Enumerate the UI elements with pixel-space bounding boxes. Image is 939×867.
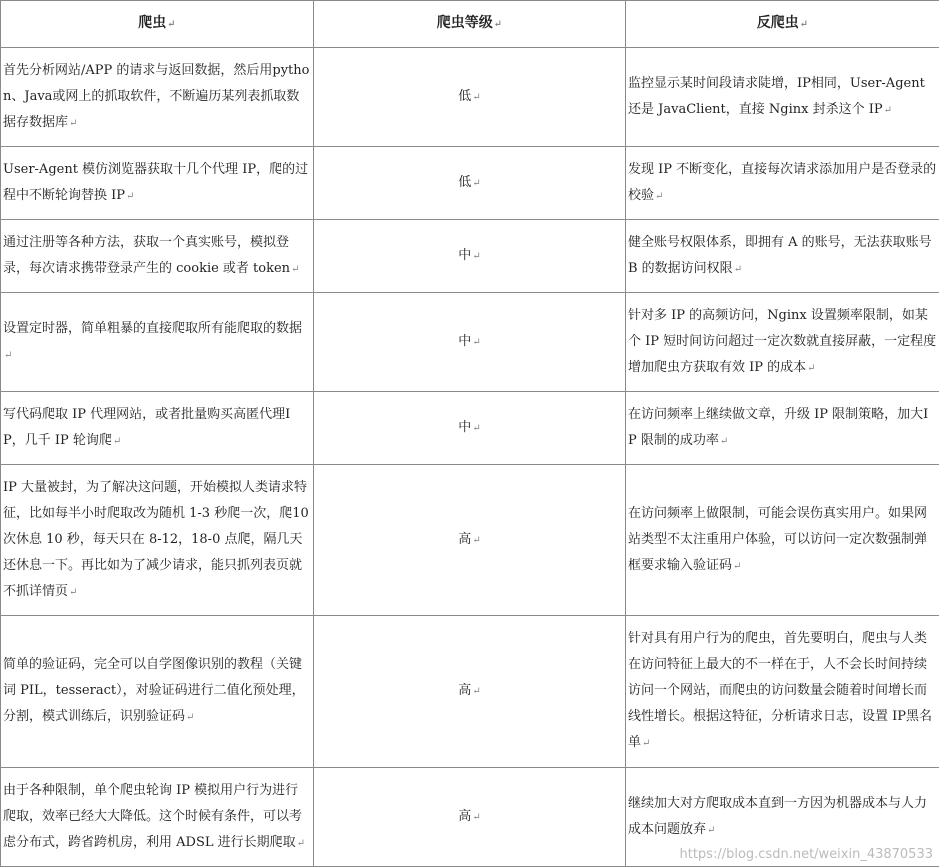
- header-anti-crawler: 反爬虫↵: [626, 1, 939, 48]
- anti-cell: 针对具有用户行为的爬虫，首先要明白，爬虫与人类在访问特征上最大的不一样在于，人不会长时间持续访问一个网站，而爬虫的访问数量会随着时间增长而线性增长。根据这特征，分析请求日志，设置 IP黑名单↵: [626, 616, 939, 768]
- table-row: [1, 616, 939, 768]
- level-cell: 中↵: [314, 392, 626, 465]
- crawler-cell: 由于各种限制，单个爬虫轮询 IP 模拟用户行为进行爬取，效率已经大大降低。这个时候有条件，可以考虑分布式，跨省跨机房，利用 ADSL 进行长期爬取↵: [1, 768, 314, 867]
- crawler-cell: 首先分析网站/APP 的请求与返回数据，然后用python、Java或网上的抓取软件，不断遍历某列表抓取数据存数据库↵: [1, 48, 314, 147]
- table-row: [1, 220, 939, 293]
- anti-cell: 监控显示某时间段请求陡增，IP相同，User-Agent还是 JavaClient，直接 Nginx 封杀这个 IP↵: [626, 48, 939, 147]
- crawler-cell: 设置定时器，简单粗暴的直接爬取所有能爬取的数据↵: [1, 293, 314, 392]
- crawler-cell: 简单的验证码，完全可以自学图像识别的教程（关键词 PIL，tesseract），对验证码进行二值化预处理，分割，模式训练后，识别验证码↵: [1, 616, 314, 768]
- level-cell: 高↵: [314, 768, 626, 867]
- level-cell: 高↵: [314, 465, 626, 616]
- header-crawler: 爬虫↵: [1, 1, 314, 48]
- anti-cell: 继续加大对方爬取成本直到一方因为机器成本与人力成本问题放弃↵: [626, 768, 939, 867]
- anti-cell: 健全账号权限体系，即拥有 A 的账号，无法获取账号 B 的数据访问权限↵: [626, 220, 939, 293]
- anti-cell: 在访问频率上做限制，可能会误伤真实用户。如果网站类型不太注重用户体验，可以访问一定次数强制弹框要求输入验证码↵: [626, 465, 939, 616]
- watermark: https://blog.csdn.net/weixin_43870533: [679, 847, 933, 862]
- anti-cell: 针对多 IP 的高频访问，Nginx 设置频率限制，如某个 IP 短时间访问超过一定次数就直接屏蔽，一定程度增加爬虫方获取有效 IP 的成本↵: [626, 293, 939, 392]
- crawler-cell: 写代码爬取 IP 代理网站，或者批量购买高匿代理IP，几千 IP 轮询爬↵: [1, 392, 314, 465]
- table-row: [1, 465, 939, 616]
- level-cell: 中↵: [314, 293, 626, 392]
- table-row: [1, 392, 939, 465]
- crawler-cell: IP 大量被封，为了解决这问题，开始模拟人类请求特征，比如每半小时爬取改为随机 1-3 秒爬一次，爬10 次休息 10 秒，每天只在 8-12，18-0 点爬，隔几天还休息一下。再比如为了减少请求，能只抓列表页就不抓详情页↵: [1, 465, 314, 616]
- anti-cell: 在访问频率上继续做文章，升级 IP 限制策略，加大IP 限制的成功率↵: [626, 392, 939, 465]
- level-cell: 低↵: [314, 147, 626, 220]
- level-cell: 中↵: [314, 220, 626, 293]
- crawler-cell: User-Agent 模仿浏览器获取十几个代理 IP，爬的过程中不断轮询替换 IP↵: [1, 147, 314, 220]
- table-row: [1, 293, 939, 392]
- level-cell: 高↵: [314, 616, 626, 768]
- table-row: [1, 48, 939, 147]
- anti-cell: 发现 IP 不断变化，直接每次请求添加用户是否登录的校验↵: [626, 147, 939, 220]
- table-row: [1, 147, 939, 220]
- header-row: [1, 1, 939, 48]
- crawler-cell: 通过注册等各种方法，获取一个真实账号，模拟登录，每次请求携带登录产生的 cookie 或者 token↵: [1, 220, 314, 293]
- level-cell: 低↵: [314, 48, 626, 147]
- header-crawler-level: 爬虫等级↵: [314, 1, 626, 48]
